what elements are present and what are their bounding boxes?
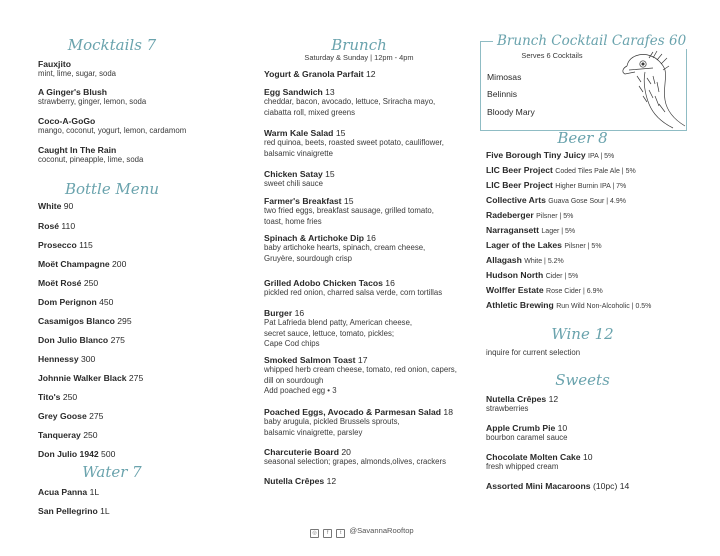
bottle-menu-title: Bottle Menu bbox=[64, 180, 160, 198]
brunch-item-price: 15 bbox=[335, 128, 346, 138]
bottle-item-price: 500 bbox=[101, 449, 116, 459]
bottle-item-price: 275 bbox=[89, 411, 104, 421]
brunch-item-heading bbox=[264, 355, 457, 365]
brunch-item-desc: Cape Cod chips bbox=[264, 339, 320, 348]
brunch-item bbox=[264, 169, 335, 190]
sweet-item-heading bbox=[486, 394, 558, 404]
beer-item-note: Rose Cider | 6.9% bbox=[546, 288, 603, 295]
sweet-item-heading bbox=[486, 452, 593, 462]
carafes-subtitle: Serves 6 Cocktails bbox=[521, 51, 583, 60]
bottle-item-name: Hennessy bbox=[38, 354, 79, 364]
brunch-item-desc: Pat Lafrieda blend patty, American cheese, bbox=[264, 318, 413, 327]
sweet-item bbox=[486, 481, 629, 491]
brunch-item-heading bbox=[264, 87, 435, 97]
brunch-item bbox=[264, 69, 376, 79]
beer-item-name: LIC Beer Project bbox=[486, 165, 553, 175]
brunch-item-name: Poached Eggs, Avocado & Parmesan Salad bbox=[264, 407, 442, 417]
sweet-item-desc: bourbon caramel sauce bbox=[486, 433, 568, 442]
brunch-item-name: Grilled Adobo Chicken Tacos bbox=[264, 278, 383, 288]
twitter-icon: t bbox=[336, 529, 345, 538]
brunch-item-desc: toast, home fries bbox=[264, 216, 322, 226]
sweets-title: Sweets bbox=[555, 371, 610, 389]
brunch-item bbox=[264, 447, 446, 468]
brunch-item-heading bbox=[264, 69, 376, 79]
beer-item bbox=[486, 240, 602, 250]
bottle-item bbox=[38, 278, 98, 288]
beer-item bbox=[486, 255, 564, 265]
brunch-item-heading bbox=[264, 278, 442, 288]
bottle-item-name: Rosé bbox=[38, 221, 60, 231]
bottle-item-name: Don Julio 1942 bbox=[38, 449, 99, 459]
brunch-item-name: Warm Kale Salad bbox=[264, 128, 334, 138]
beer-item-note: Run Wild Non-Alcoholic | 0.5% bbox=[556, 303, 652, 310]
sweet-item-price: 10 bbox=[582, 452, 593, 462]
mocktail-item: A Ginger's Blush strawberry, ginger, lemon, soda bbox=[38, 87, 147, 106]
brunch-item-heading bbox=[264, 233, 425, 243]
brunch-item-desc: pickled red onion, charred salsa verde, corn tortillas bbox=[264, 288, 443, 297]
bottle-item-name: Johnnie Walker Black bbox=[38, 373, 127, 383]
beer-item-name: Allagash bbox=[486, 255, 522, 265]
brunch-subtitle: Saturday & Sunday | 12pm - 4pm bbox=[304, 53, 414, 62]
brunch-item-price: 15 bbox=[343, 196, 354, 206]
beer-item-name: Narragansett bbox=[486, 225, 540, 235]
beer-item bbox=[486, 150, 614, 160]
bottle-item bbox=[38, 201, 73, 211]
brunch-item-name: Charcuterie Board bbox=[264, 447, 339, 457]
brunch-item-price: 12 bbox=[366, 69, 376, 79]
wine-title: Wine 12 bbox=[551, 325, 614, 343]
social-handle: @SavannaRooftop bbox=[349, 526, 414, 535]
beer-item-note: Coded Tiles Pale Ale | 5% bbox=[555, 168, 636, 175]
brunch-item-name: Burger bbox=[264, 308, 293, 318]
social-footer bbox=[310, 526, 414, 538]
beer-item-note: IPA | 5% bbox=[588, 153, 615, 160]
brunch-item-desc: baby arugula, pickled Brussels sprouts, bbox=[264, 417, 400, 426]
bottle-item-name: White bbox=[38, 201, 62, 211]
brunch-item-desc: balsamic vinaigrette, parsley bbox=[264, 427, 363, 437]
brunch-item-heading bbox=[264, 128, 444, 138]
brunch-item-name: Smoked Salmon Toast bbox=[264, 355, 356, 365]
brunch-item-desc: Add poached egg • 3 bbox=[264, 386, 337, 395]
beer-item bbox=[486, 285, 603, 295]
brunch-item-heading bbox=[264, 196, 434, 206]
beer-item-note: White | 5.2% bbox=[524, 258, 564, 265]
brunch-item-price: 17 bbox=[357, 355, 368, 365]
bottle-item bbox=[38, 392, 77, 402]
brunch-item-price: 13 bbox=[325, 87, 335, 97]
carafes-title: Brunch Cocktail Carafes 60 bbox=[493, 33, 690, 49]
brunch-item-desc: sweet chili sauce bbox=[264, 179, 323, 188]
brunch-item-desc: dill on sourdough bbox=[264, 375, 324, 385]
carafe-item: Mimosas bbox=[487, 72, 522, 82]
bottle-item bbox=[38, 240, 93, 250]
beer-item-name: Hudson North bbox=[486, 270, 544, 280]
brunch-item-heading bbox=[264, 447, 446, 457]
sweet-item bbox=[486, 394, 558, 415]
bottle-item-price: 90 bbox=[63, 201, 74, 211]
bottle-item-price: 450 bbox=[99, 297, 114, 307]
brunch-item-price: 12 bbox=[326, 476, 337, 486]
beer-item bbox=[486, 225, 575, 235]
sweet-item-price: 10 bbox=[557, 423, 568, 433]
bottle-item-name: Don Julio Blanco bbox=[38, 335, 109, 345]
carafe-item: Belinnis bbox=[487, 89, 518, 99]
bottle-item-price: 275 bbox=[110, 335, 125, 345]
brunch-item bbox=[264, 128, 444, 159]
beer-item-name: Radeberger bbox=[486, 210, 534, 220]
brunch-item-desc: Gruyère, sourdough crisp bbox=[264, 253, 352, 263]
brunch-item-price: 18 bbox=[443, 407, 453, 417]
wine-note: inquire for current selection bbox=[486, 348, 581, 357]
beer-item bbox=[486, 165, 636, 175]
brunch-item-desc: whipped herb cream cheese, tomato, red onion, capers, bbox=[264, 365, 457, 374]
brunch-item-name: Spinach & Artichoke Dip bbox=[264, 233, 364, 243]
mocktails-title: Mocktails 7 bbox=[67, 36, 157, 54]
brunch-item-price: 20 bbox=[341, 447, 351, 457]
sweet-item-price: (10pc) 14 bbox=[592, 481, 630, 491]
bottle-item-price: 250 bbox=[83, 430, 98, 440]
bottle-item-price: 300 bbox=[81, 354, 96, 364]
bottle-item-price: 295 bbox=[117, 316, 132, 326]
mocktail-item: Fauxjito mint, lime, sugar, soda bbox=[38, 59, 117, 78]
brunch-item-desc: two fried eggs, breakfast sausage, grilled tomato, bbox=[264, 206, 434, 215]
brunch-item-desc: baby artichoke hearts, spinach, cream cheese, bbox=[264, 243, 426, 252]
brunch-item-name: Chicken Satay bbox=[264, 169, 323, 179]
bottle-item bbox=[38, 430, 98, 440]
sweet-item bbox=[486, 452, 593, 473]
brunch-item-heading bbox=[264, 476, 336, 486]
beer-item-note: Pilsner | 5% bbox=[564, 243, 602, 250]
bottle-item bbox=[38, 354, 95, 364]
brunch-item-desc: seasonal selection; grapes, almonds,olives, crackers bbox=[264, 457, 447, 466]
mocktail-item: Coco-A-GoGo mango, coconut, yogurt, lemon, cardamom bbox=[38, 116, 187, 135]
brunch-item-price: 16 bbox=[294, 308, 305, 318]
beer-item-note: Lager | 5% bbox=[541, 228, 576, 235]
beer-item-name: Lager of the Lakes bbox=[486, 240, 562, 250]
sweet-item-name: Nutella Crêpes bbox=[486, 394, 547, 404]
sweet-item bbox=[486, 423, 567, 444]
beer-item-note: Pilsner | 5% bbox=[536, 213, 574, 220]
beer-item-name: Five Borough Tiny Juicy bbox=[486, 150, 586, 160]
brunch-item-price: 16 bbox=[366, 233, 376, 243]
brunch-item-name: Yogurt & Granola Parfait bbox=[264, 69, 364, 79]
brunch-item-desc: secret sauce, lettuce, tomato, pickles; bbox=[264, 328, 395, 338]
brunch-item bbox=[264, 476, 336, 486]
bottle-item bbox=[38, 335, 125, 345]
sweet-item-name: Assorted Mini Macaroons bbox=[486, 481, 591, 491]
bottle-item bbox=[38, 411, 103, 421]
bottle-item-price: 250 bbox=[62, 392, 78, 402]
brunch-item-desc: ciabatta roll, mixed greens bbox=[264, 107, 356, 117]
brunch-item-heading bbox=[264, 308, 412, 318]
brunch-title: Brunch bbox=[331, 36, 387, 54]
beer-item bbox=[486, 180, 626, 190]
bottle-item bbox=[38, 449, 115, 459]
brunch-item bbox=[264, 233, 425, 264]
sweet-item-name: Apple Crumb Pie bbox=[486, 423, 556, 433]
water-item: San Pellegrino 1L bbox=[38, 506, 110, 516]
brunch-item-desc: balsamic vinaigrette bbox=[264, 148, 333, 158]
bottle-item-price: 250 bbox=[83, 278, 99, 288]
bottle-item-name: Casamigos Blanco bbox=[38, 316, 115, 326]
bottle-item-name: Moët Rosé bbox=[38, 278, 82, 288]
bottle-item-name: Grey Goose bbox=[38, 411, 87, 421]
facebook-icon: f bbox=[323, 529, 332, 538]
sweet-item-heading bbox=[486, 481, 629, 491]
beer-item-note: Higher Burnin IPA | 7% bbox=[555, 183, 627, 190]
brunch-item bbox=[264, 87, 435, 118]
bottle-item bbox=[38, 259, 126, 269]
brunch-item-price: 15 bbox=[325, 169, 335, 179]
bottle-item-name: Moët Champagne bbox=[38, 259, 110, 269]
bottle-item-name: Dom Perignon bbox=[38, 297, 97, 307]
bottle-item-name: Tito's bbox=[38, 392, 61, 402]
brunch-item-heading bbox=[264, 407, 453, 417]
beer-item bbox=[486, 270, 578, 280]
bottle-item-price: 110 bbox=[61, 221, 76, 231]
bottle-item-price: 200 bbox=[112, 259, 127, 269]
carafes-box bbox=[480, 33, 687, 131]
water-title: Water 7 bbox=[82, 463, 142, 481]
ostrich-illustration bbox=[619, 48, 687, 130]
bottle-item-price: 275 bbox=[128, 373, 144, 383]
beer-title: Beer 8 bbox=[557, 129, 608, 147]
bottle-item bbox=[38, 316, 132, 326]
beer-item-name: Wolffer Estate bbox=[486, 285, 544, 295]
brunch-item-name: Farmer's Breakfast bbox=[264, 196, 342, 206]
brunch-item bbox=[264, 355, 457, 397]
carafe-item: Bloody Mary bbox=[487, 107, 535, 117]
brunch-item-desc: red quinoa, beets, roasted sweet potato, cauliflower, bbox=[264, 138, 444, 147]
water-item: Acua Panna 1L bbox=[38, 487, 100, 497]
mocktail-item: Caught In The Rain coconut, pineapple, lime, soda bbox=[38, 145, 144, 164]
beer-item bbox=[486, 300, 651, 310]
beer-item-name: Collective Arts bbox=[486, 195, 546, 205]
brunch-item-price: 16 bbox=[385, 278, 395, 288]
sweet-item-name: Chocolate Molten Cake bbox=[486, 452, 581, 462]
bottle-item bbox=[38, 373, 143, 383]
bottle-item bbox=[38, 221, 75, 231]
sweet-item-price: 12 bbox=[548, 394, 559, 404]
brunch-item-name: Egg Sandwich bbox=[264, 87, 323, 97]
beer-item bbox=[486, 195, 626, 205]
brunch-item-desc: cheddar, bacon, avocado, lettuce, Sriracha mayo, bbox=[264, 97, 436, 106]
brunch-item bbox=[264, 278, 442, 299]
brunch-item-heading bbox=[264, 169, 335, 179]
beer-item bbox=[486, 210, 573, 220]
bottle-item bbox=[38, 297, 113, 307]
sweet-item-desc: fresh whipped cream bbox=[486, 462, 559, 471]
beer-item-note: Guava Gose Sour | 4.9% bbox=[548, 198, 626, 205]
beer-item-name: LIC Beer Project bbox=[486, 180, 553, 190]
sweet-item-desc: strawberries bbox=[486, 404, 529, 413]
sweet-item-heading bbox=[486, 423, 567, 433]
beer-item-name: Athletic Brewing bbox=[486, 300, 554, 310]
bottle-item-price: 115 bbox=[79, 240, 93, 250]
instagram-icon: ◎ bbox=[310, 529, 319, 538]
brunch-item bbox=[264, 308, 412, 350]
bottle-item-name: Tanqueray bbox=[38, 430, 81, 440]
bottle-item-name: Prosecco bbox=[38, 240, 77, 250]
brunch-item bbox=[264, 407, 453, 438]
brunch-item-name: Nutella Crêpes bbox=[264, 476, 325, 486]
brunch-item bbox=[264, 196, 434, 227]
beer-item-note: Cider | 5% bbox=[545, 273, 579, 280]
